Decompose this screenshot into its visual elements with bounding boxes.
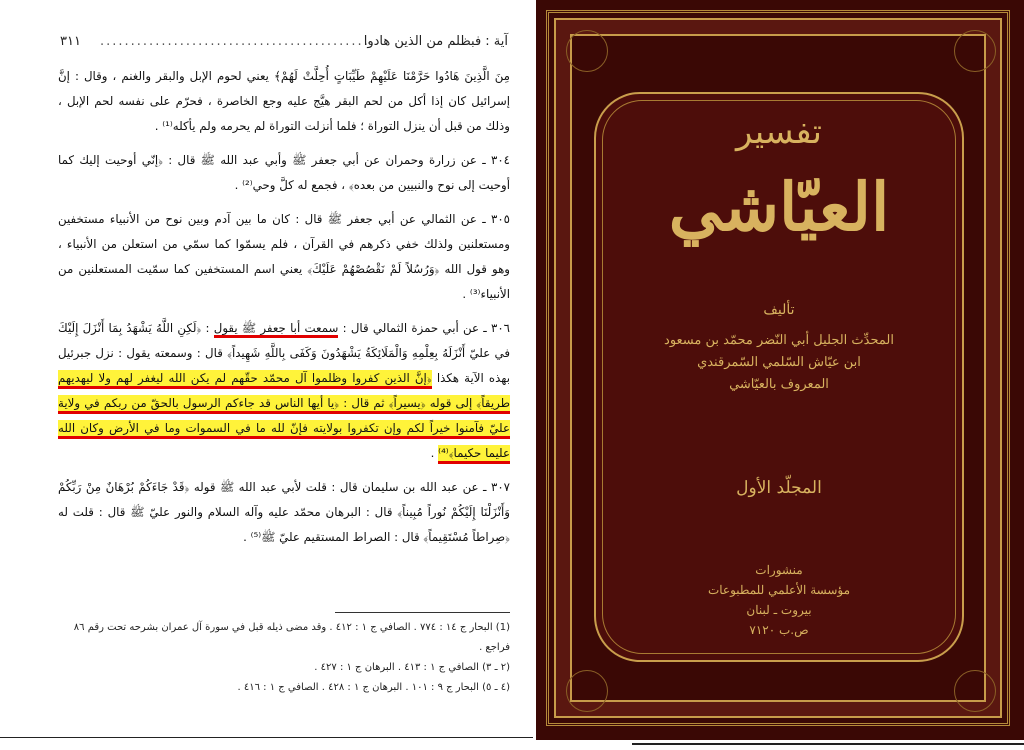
cover-author-line-2: ابن عيّاش السّلمي السّمرقندي <box>697 355 861 370</box>
page-bottom-rule <box>0 737 533 738</box>
cover-author-line-1: المحدِّث الجليل أبي النّضر محمّد بن مسعود <box>664 333 894 348</box>
paragraph-304: ٣٠٤ ـ عن زرارة وحمران عن أبي جعفر ﷺ وأبي عبد الله ﷺ قال : ﴿إنّي أوحيت إليك كما أوحيت إلى نوح والنبيين من بعده﴾ ، فجمع له كلَّ وحي⁽²⁾ . <box>58 153 510 192</box>
corner-ornament-icon <box>566 670 608 712</box>
footnote-2: (٢ ـ ٣) الصافي ج ١ : ٤١٣ . البرهان ج ١ : ٤٢٧ . <box>314 662 510 673</box>
page-header <box>60 34 508 56</box>
paragraph-306-end: . <box>430 446 439 460</box>
corner-ornament-icon <box>954 30 996 72</box>
paragraph-305: ٣٠٥ ـ عن الثمالي عن أبي جعفر ﷺ قال : كان ما بين آدم وبين نوح من الأنبياء مستخفين ومستعلنين ولذلك خفي ذكرهم في القرآن ، فلم يسمّوا كما سمّي من استعلن من الأنبياء ، وهو قول الله ﴿وَرُسُلاً لَمْ نَقْصُصْهُمْ عَلَيْكَ﴾ يعني اسم المستخفين كما سمّيت المستعلنين من الأنبياء⁽³⁾ . <box>58 212 510 301</box>
footnote-divider <box>335 612 510 613</box>
header-leader-dots: ............................................. <box>100 34 376 49</box>
book-cover <box>536 0 1024 740</box>
paragraph-306-intro: ٣٠٦ ـ عن أبي حمزة الثمالي قال : <box>338 321 510 335</box>
cover-publisher-line-2: مؤسسة الأعلمي للمطبوعات <box>707 583 851 597</box>
corner-ornament-icon <box>566 30 608 72</box>
cover-book-name: العيّاشي <box>668 168 890 246</box>
paragraph-307: ٣٠٧ ـ عن عبد الله بن سليمان قال : قلت لأبي عبد الله ﷺ قوله ﴿قَدْ جَاءَكُمْ بُرْهَانٌ مِنْ رَبِّكُمْ وَأَنْزَلْنَا إِلَيْكُمْ نُوراً مُبِيناً﴾ قال : البرهان محمّد عليه وآله السلام والنور عليّ ﷺ قال : قلت له ﴿صِراطاً مُسْتَقِيماً﴾ قال : الصراط المستقيم عليّ ﷺ⁽⁵⁾ . <box>58 480 510 544</box>
paragraph-306 <box>58 316 510 466</box>
cover-title: تفسير <box>735 112 822 152</box>
footnote-1: (1) البحار ج ١٤ : ٧٧٤ . الصافي ج ١ : ٤١٢ . وقد مضى ذيله قبل في سورة آل عمران بشرحه تحت رقم ٨٦ فراجع . <box>73 622 510 653</box>
cover-publisher-line-1: منشورات <box>755 563 803 577</box>
cover-publisher-line-3: بيروت ـ لبنان <box>746 603 812 617</box>
cover-volume-label: المجلّد الأول <box>736 478 822 498</box>
page-number: ٣١١ <box>60 34 81 49</box>
paragraph-306-verse: : ﴿لَكِنِ اللَّهُ يَشْهَدُ بِمَا أَنْزَلَ إِلَيْكَ في عليّ أَنْزَلَهُ بِعِلْمِهِ وَالْمَلَائِكَةُ يَشْهَدُونَ وَكَفَى بِاللَّهِ شَهِيداً﴾ قال : وسمعته يقول : نزل جبرئيل بهذه الآية هكذا <box>58 321 510 385</box>
cover-by-label: تأليف <box>763 302 795 318</box>
highlighted-passage: ﴿إنَّ الذين كفروا وظلموا آل محمّد حقّهم لم يكن الله ليغفر لهم ولا ليهديهم طريقاً﴾ إلى قوله ﴿يسيراً﴾ ثم قال : ﴿يا أيها الناس قد جاءكم الرسول بالحقّ من ربكم في ولاية عليّ فآمنوا خيراً لكم وإن تكفروا بولايته فإنّ لله ما في السموات وما في الأرض وكان الله عليما حكيما﴾⁽⁴⁾ <box>58 370 510 464</box>
footnote-3: (٤ ـ ٥) البحار ج ٩ : ١٠١ . البرهان ج ١ : ٤٢٨ . الصافي ج ١ : ٤١٦ . <box>237 682 510 693</box>
corner-ornament-icon <box>954 670 996 712</box>
running-title: آية : فبظلم من الذين هادوا <box>363 34 508 49</box>
cover-publisher-line-4: ص.ب ٧١٢٠ <box>749 623 809 637</box>
cover-author-line-3: المعروف بالعيّاشي <box>729 377 829 392</box>
paragraph-1-text: مِنَ الَّذِينَ هَادُوا حَرَّمْنَا عَلَيْهِمْ طَيِّبَاتٍ أُحِلَّتْ لَهُمْ﴾ يعني لحوم الإبل والبقر والغنم ، وقال : إنَّ إسرائيل كان إذا أكل من لحم البقر هيَّج عليه وجع الخاصرة ، فحرّم على نفسه لحم الإبل ، وذلك من قبل أن ينزل التوراة ؛ فلما أنزلت التوراة لم يحرمه ولم يأكله⁽¹⁾ . <box>58 69 510 133</box>
underlined-phrase: سمعت أبا جعفر ﷺ يقول <box>214 321 339 338</box>
page-text <box>58 64 510 559</box>
footnotes <box>58 618 510 698</box>
cover-bottom-rule <box>632 743 1024 745</box>
paragraph-1 <box>58 64 510 139</box>
